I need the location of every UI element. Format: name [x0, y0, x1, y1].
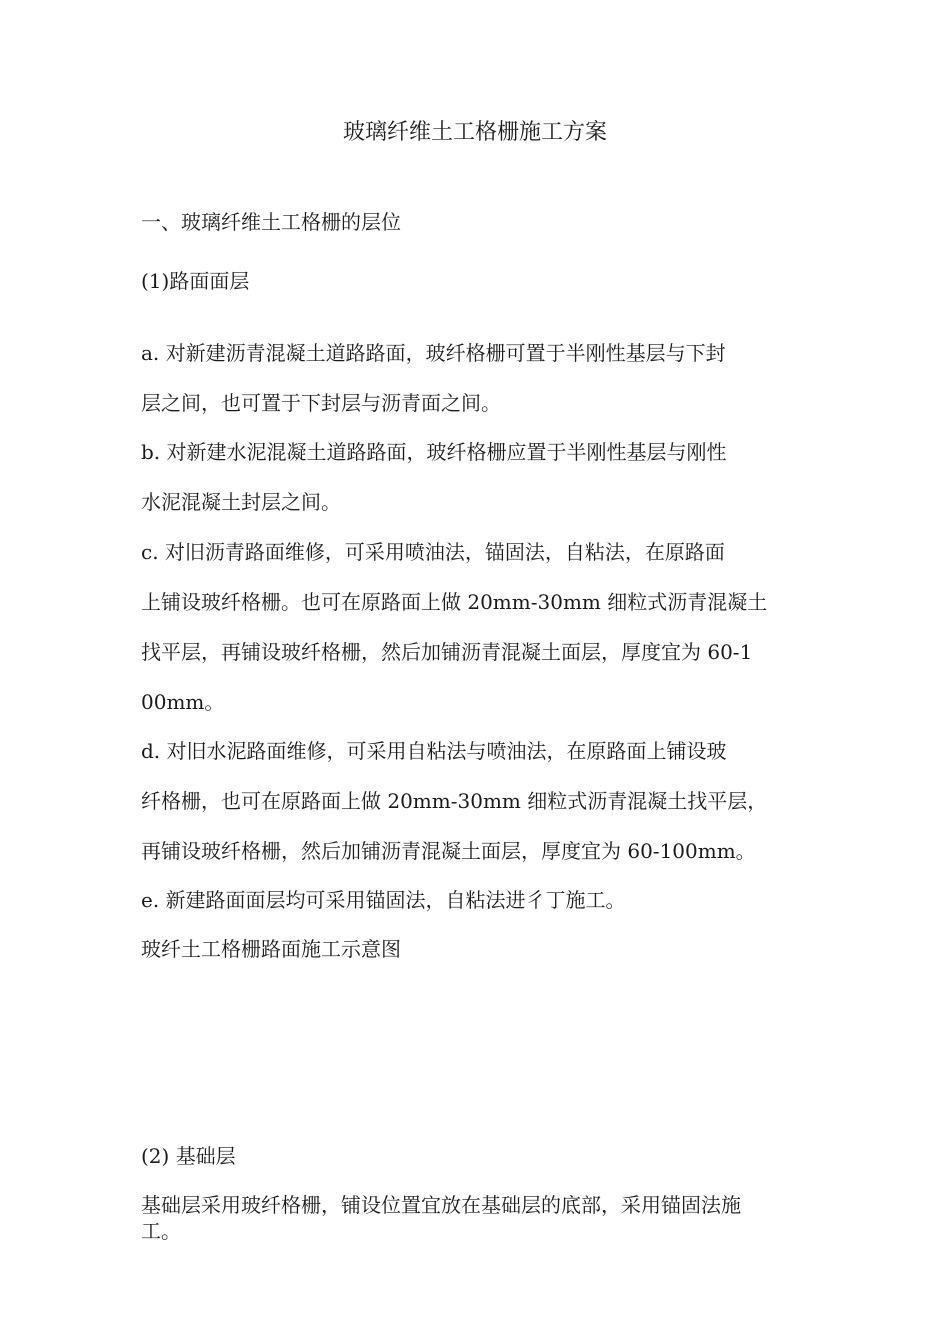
- paragraph-line: e. 新建路面面层均可采用锚固法，自粘法进彳丁施工。: [141, 888, 626, 912]
- subsection-heading: (2) 基础层: [141, 1144, 236, 1168]
- section-heading: 一、玻璃纤维土工格栅的层位: [141, 210, 401, 234]
- figure-caption: 玻纤土工格栅路面施工示意图: [141, 937, 401, 961]
- paragraph-line: 上铺设玻纤格栅。也可在原路面上做 20mm-30mm 细粒式沥青混凝土: [141, 590, 768, 614]
- paragraph-line: 找平层，再铺设玻纤格栅，然后加铺沥青混凝土面层，厚度宜为 60-1: [141, 640, 753, 664]
- paragraph-line: 再铺设玻纤格栅，然后加铺沥青混凝土面层，厚度宜为 60-100mm。: [141, 839, 756, 863]
- paragraph-line: 纤格栅，也可在原路面上做 20mm-30mm 细粒式沥青混凝土找平层，: [141, 789, 768, 813]
- subsection-heading: (1)路面面层: [141, 269, 250, 293]
- paragraph-line: 水泥混凝土封层之间。: [141, 490, 341, 514]
- paragraph-line: c. 对旧沥青路面维修，可采用喷油法，锚固法，自粘法，在原路面: [141, 540, 725, 564]
- paragraph-line: 基础层采用玻纤格栅，铺设位置宜放在基础层的底部，采用锚固法施: [141, 1193, 741, 1217]
- paragraph-line: 00mm。: [141, 690, 225, 714]
- paragraph-line: 工。: [141, 1219, 181, 1243]
- paragraph-line: d. 对旧水泥路面维修，可采用自粘法与喷油法，在原路面上铺设玻: [141, 739, 727, 763]
- paragraph-line: a. 对新建沥青混凝土道路路面，玻纤格栅可置于半刚性基层与下封: [141, 341, 726, 365]
- document-title: 玻璃纤维土工格栅施工方案: [342, 120, 607, 145]
- paragraph-line: b. 对新建水泥混凝土道路路面，玻纤格栅应置于半刚性基层与刚性: [141, 440, 727, 464]
- paragraph-line: 层之间，也可置于下封层与沥青面之间。: [141, 391, 501, 415]
